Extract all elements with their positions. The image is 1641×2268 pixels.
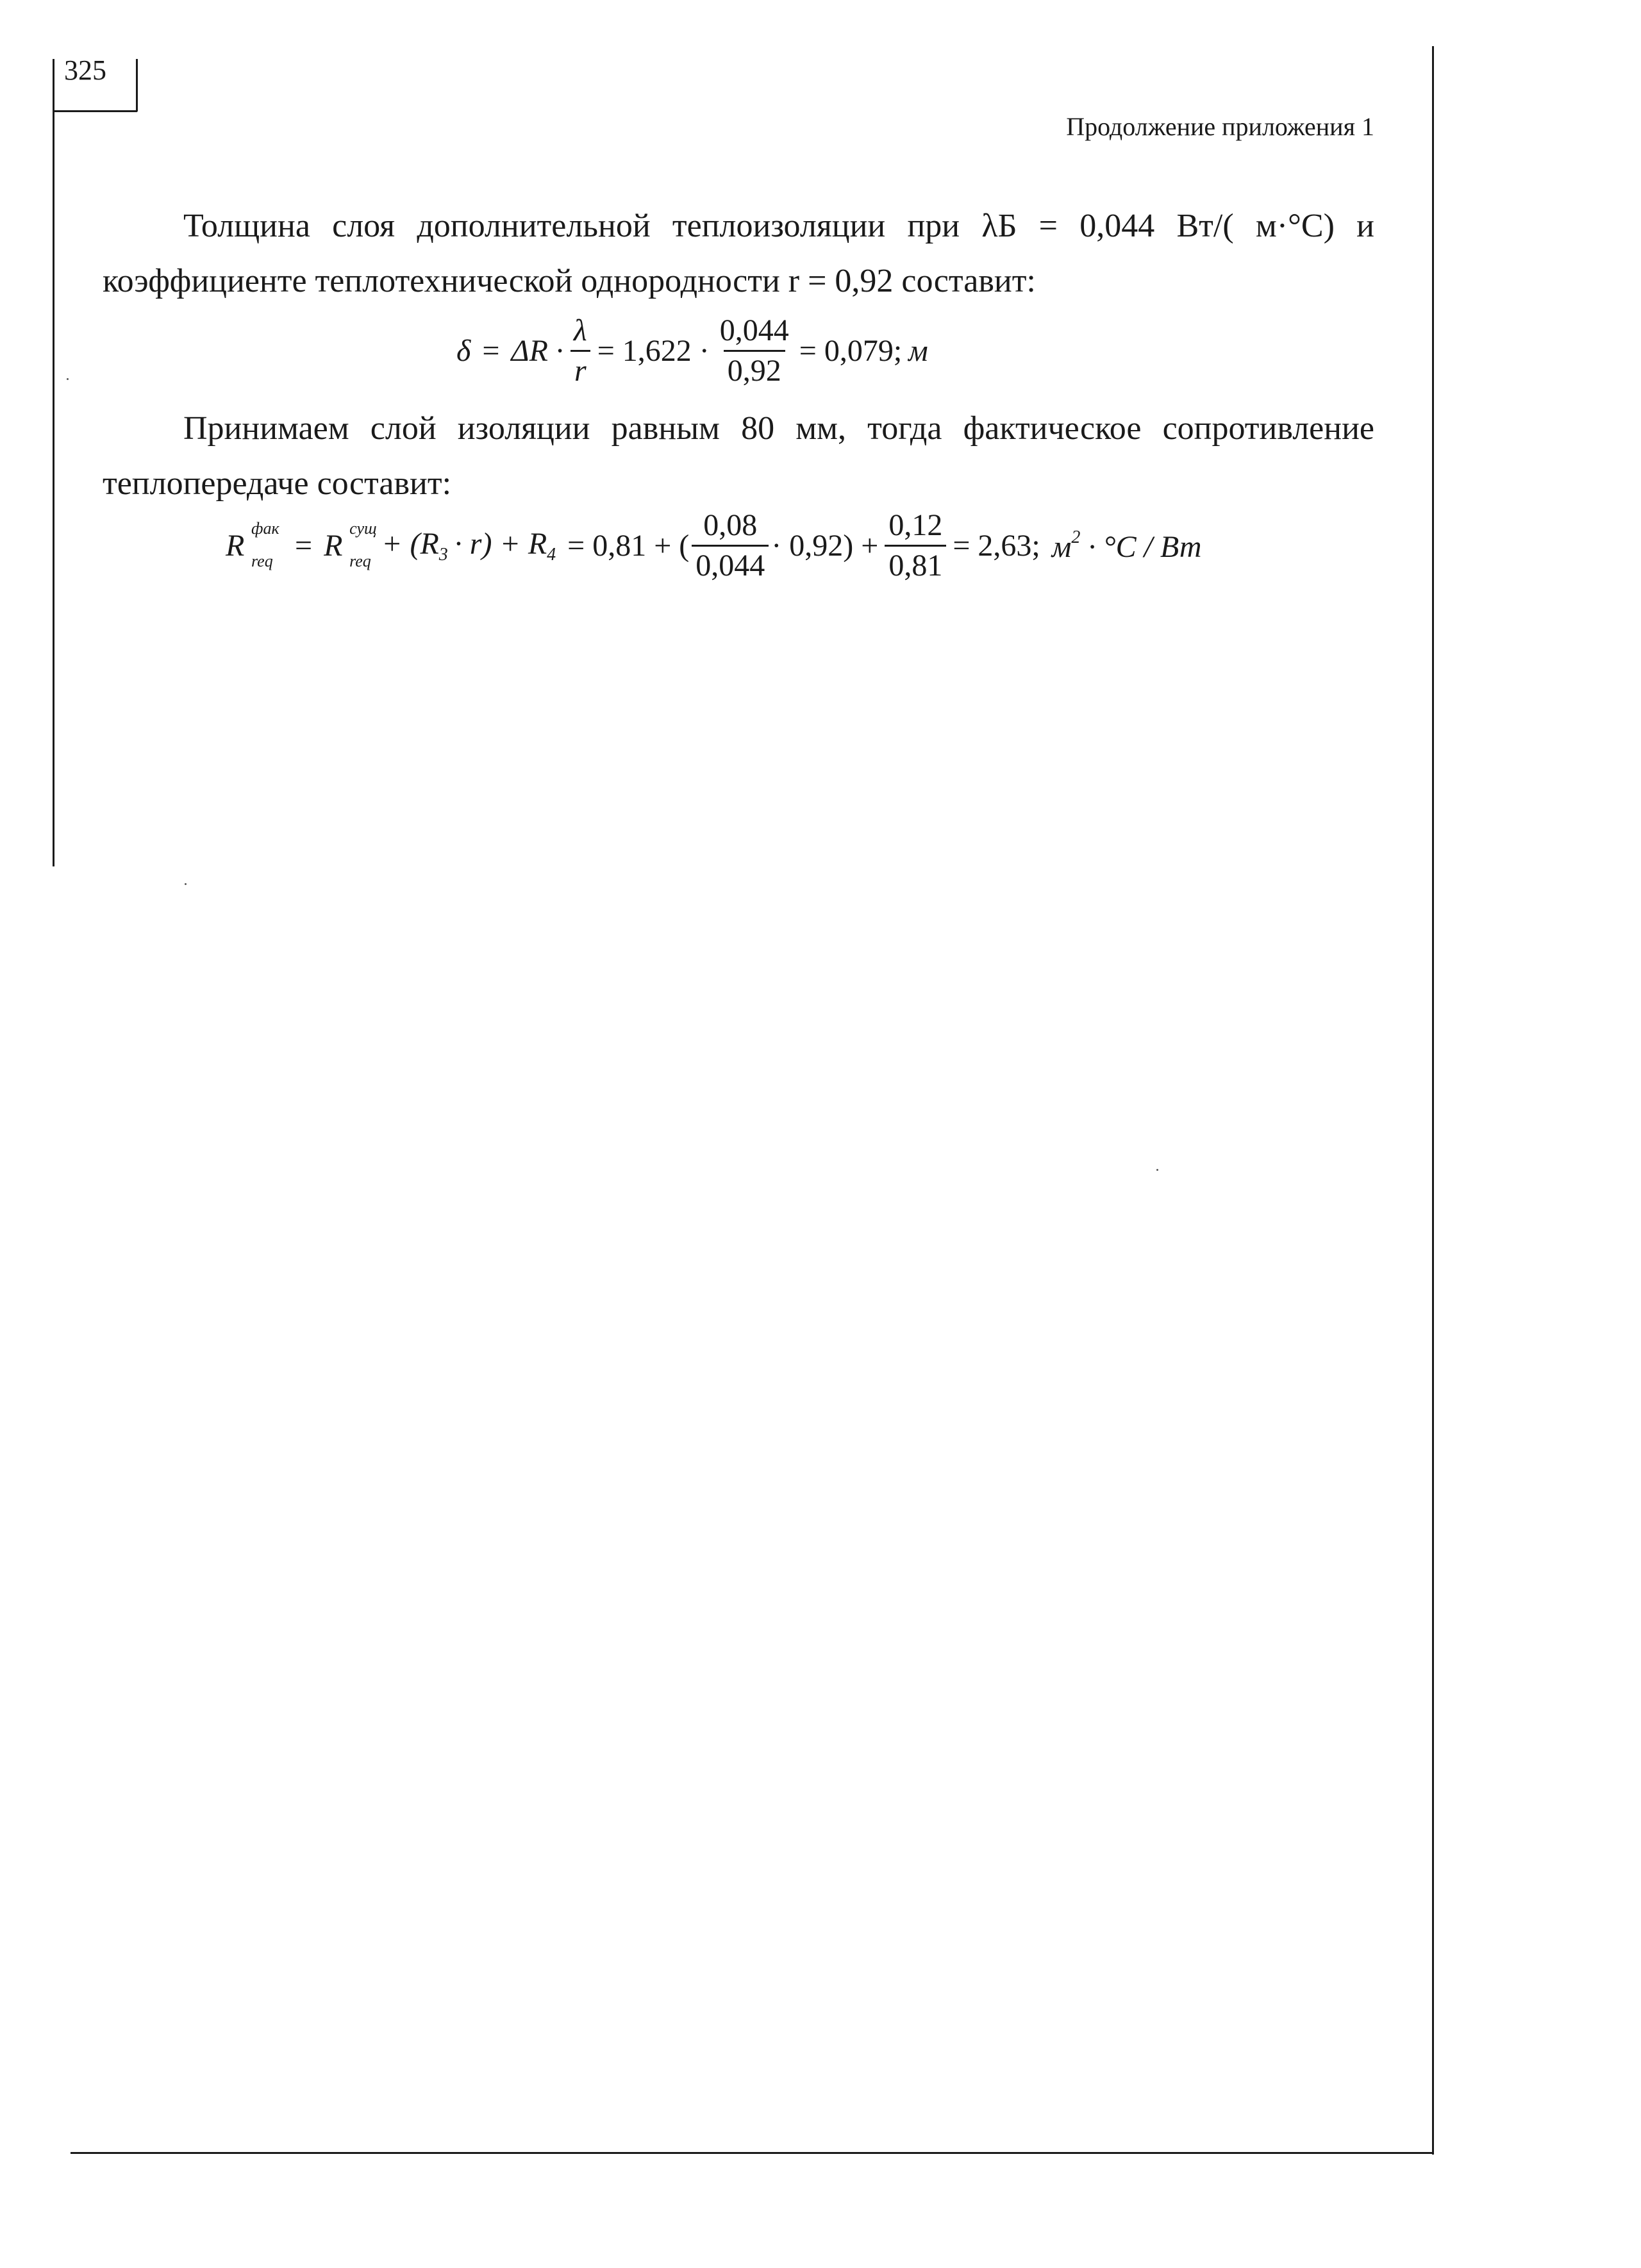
page-number-box-right xyxy=(136,59,138,112)
formula-2-eq: = xyxy=(295,529,313,563)
formula-2-r4-term: · $r) + R_4$ xyxy=(454,527,556,565)
formula-1-frac-den: r xyxy=(571,350,590,390)
paragraph-1-line-2: коэффициенте теплотехнической однородности r = 0,92 составит: xyxy=(103,263,1036,299)
page-number-box-bottom xyxy=(53,110,137,112)
paragraph-1 xyxy=(103,199,1374,309)
right-border xyxy=(1432,46,1434,2155)
formula-1-eq: = xyxy=(482,334,500,368)
formula-1-frac-num: λ xyxy=(573,313,587,347)
formula-1-fraction-values xyxy=(716,311,793,390)
paragraph-1-line-1: Толщина слоя дополнительной теплоизоляции при λБ = 0,044 Вт/( м·°С) и xyxy=(183,208,1374,244)
formula-2-r3-term: + ($R_3$ xyxy=(381,527,448,565)
bottom-border xyxy=(71,2152,1433,2154)
formula-actual-resistance xyxy=(226,506,1202,585)
formula-1-frac2-num: 0,044 xyxy=(719,313,789,347)
formula-2-r-exist: R сущ req xyxy=(324,519,377,570)
speck xyxy=(185,883,187,885)
formula-2-fraction-2 xyxy=(885,506,946,585)
formula-2-value: = 0,81 + ( xyxy=(567,529,690,563)
formula-2-fraction-1 xyxy=(692,506,769,585)
formula-1-result: = 0,079; xyxy=(799,334,903,368)
paragraph-2 xyxy=(103,401,1374,511)
formula-2-frac2-num: 0,12 xyxy=(888,508,943,542)
formula-1-term: ΔR · xyxy=(511,334,563,368)
formula-2-frac1-den: 0,044 xyxy=(692,545,769,585)
page-number-box-left xyxy=(53,59,54,866)
formula-2-unit: $м^2 \cdot ^\circ C$ / Вт xyxy=(1051,527,1202,564)
page-number: 325 xyxy=(64,54,106,86)
formula-2-frac2-den: 0,81 xyxy=(885,545,946,585)
formula-1-frac2-den: 0,92 xyxy=(724,350,785,390)
paragraph-2-line-2: теплопередаче составит: xyxy=(103,465,452,502)
formula-1-value: = 1,622 · xyxy=(597,334,710,368)
formula-2-result: = 2,63; xyxy=(953,529,1040,563)
formula-2-after-frac1: · 0,92) + xyxy=(771,529,879,563)
header-note: Продолжение приложения 1 xyxy=(1066,112,1374,141)
paragraph-2-line-1: Принимаем слой изоляции равным 80 мм, тогда фактическое сопротивление xyxy=(183,410,1374,447)
formula-1-unit: м xyxy=(908,334,928,368)
formula-2-frac1-num: 0,08 xyxy=(703,508,758,542)
formula-2-r-fact: R фак req xyxy=(226,519,279,570)
formula-layer-thickness xyxy=(456,311,928,390)
formula-1-lhs: δ xyxy=(456,334,471,368)
formula-1-fraction-lambda-r xyxy=(570,311,591,390)
speck xyxy=(67,378,69,380)
speck xyxy=(1156,1169,1158,1171)
